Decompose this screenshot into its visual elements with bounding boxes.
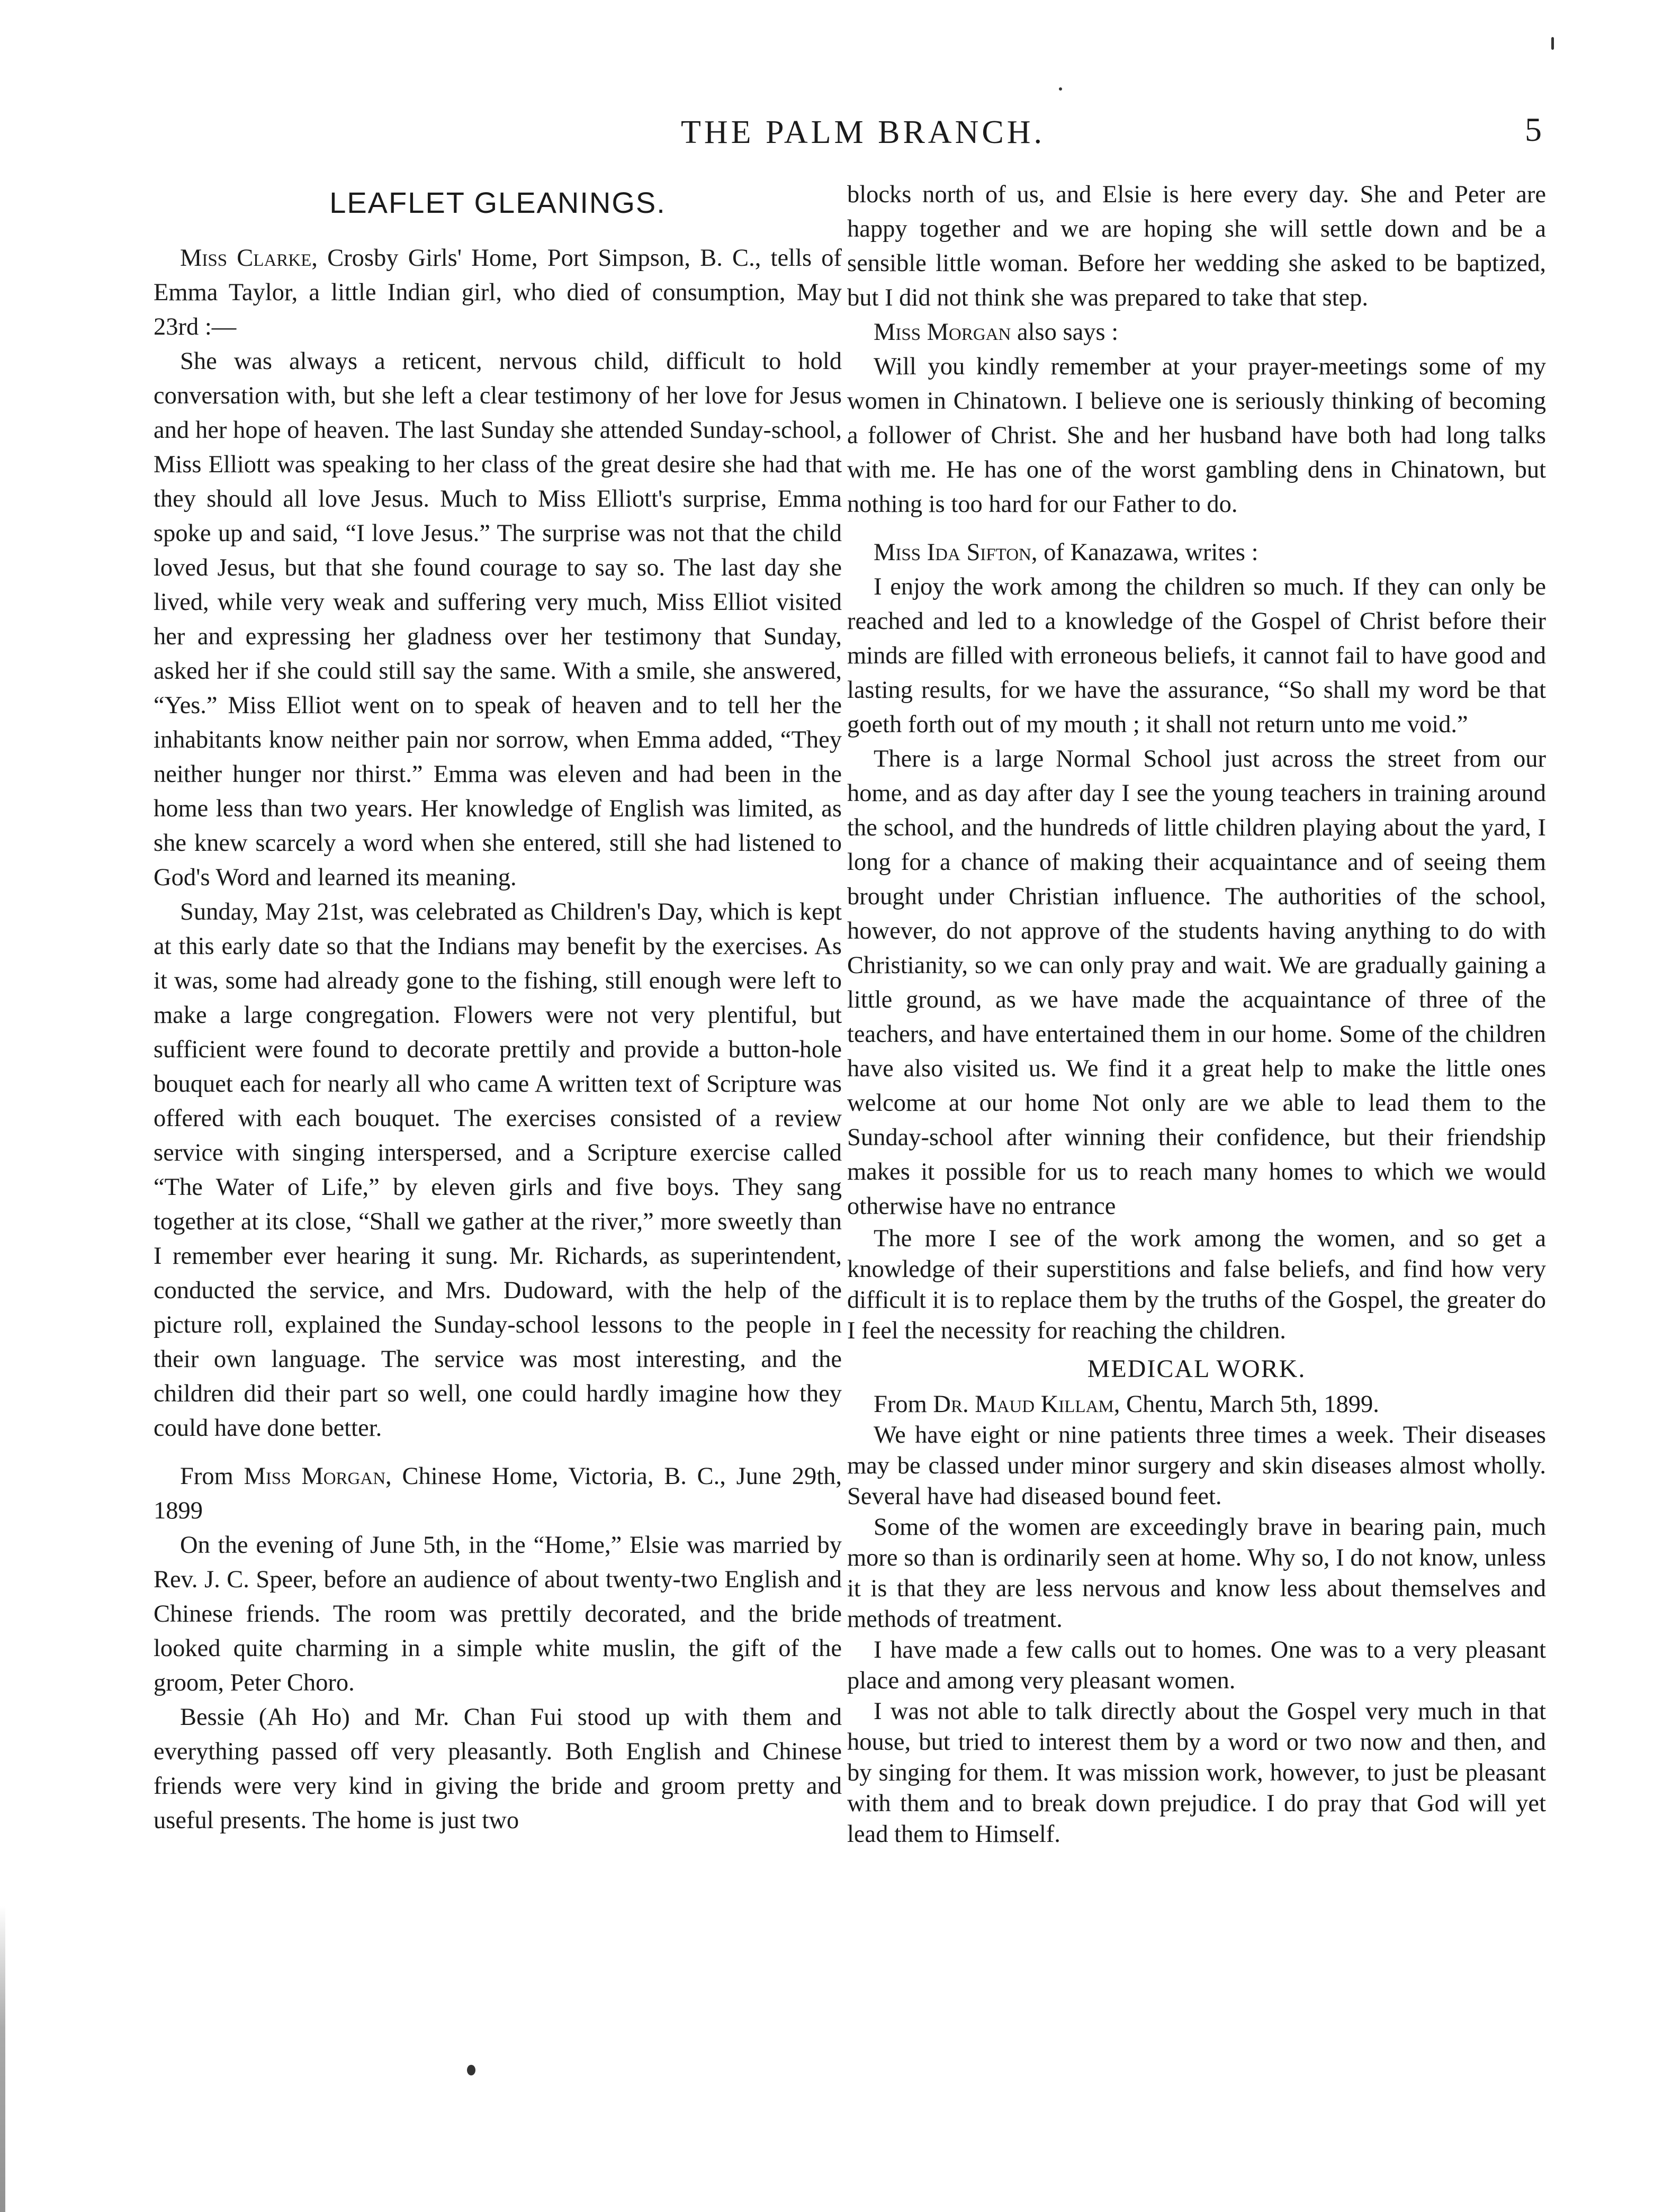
paragraph [847,535,1546,570]
person-name: Miss Clarke, [180,245,318,272]
paragraph: We have eight or nine patients three times a week. Their diseases may be classed under minor surgery and skin diseases almost wholly. Several have had diseased bound feet. [847,1422,1546,1510]
person-name: Miss Morgan [874,319,1011,346]
paragraph-text: Chentu, March 5th, 1899. [1120,1391,1379,1418]
paragraph-text: Chinese Home, Victoria, B. C., June 29th, 1899 [154,1463,842,1524]
ink-dot [1059,87,1062,91]
paragraph: I enjoy the work among the children so much. If they can only be reached and led to a knowledge of the Gospel of Christ before their minds are filled with erroneous beliefs, it cannot fail to have good and lasting results, for we have the assurance, “So shall my word be that goeth forth out of my mouth ; it shall not return unto me void.” [847,573,1546,738]
paragraph: blocks north of us, and Elsie is here every day. She and Peter are happy together and we are hoping she will settle down and be a sensible little woman. Before her wedding she asked to be baptized, but I did not think she was prepared to take that step. [847,181,1546,311]
page-header-title: THE PALM BRANCH. [681,114,1045,150]
subheading-medical-work: MEDICAL WORK. [1087,1355,1306,1383]
paragraph: Bessie (Ah Ho) and Mr. Chan Fui stood up with them and everything passed off very pleasantly. Both English and Chinese friends were very kind in giving the bride and groom pretty and useful presents. The home is just two [154,1704,842,1834]
paragraph: Will you kindly remember at your prayer-meetings some of my women in Chinatown. I believe one is seriously thinking of becoming a follower of Christ. She and her husband have both had long talks with me. He has one of the worst gambling dens in Chinatown, but nothing is too hard for our Father to do. [847,353,1546,518]
paragraph [154,241,842,344]
paragraph [847,1389,1546,1420]
paragraph: She was always a reticent, nervous child, difficult to hold conversation with, but she left a clear testimony of her love for Jesus and her hope of heaven. The last Sunday she attended Sunday-school, Miss Elliott was speaking to her class of the great desire she had that they should all love Jesus. Much to Miss Elliott's surprise, Emma spoke up and said, “I love Jesus.” The surprise was not that the child loved Jesus, but that she found courage to say so. The last day she lived, while very weak and suffering very much, Miss Elliot visited her and expressing her gladness over her testimony that Sunday, asked her if she could still say the same. With a smile, she answered, “Yes.” Miss Elliot went on to speak of heaven and to tell her the inhabitants know neither pain nor sorrow, when Emma added, “They neither hunger nor thirst.” Emma was eleven and had been in the home less than two years. Her knowledge of English was limited, as she knew scarcely a word when she entered, still she had listened to God's Word and learned its meaning. [154,348,842,891]
page-number: 5 [1525,111,1542,148]
ink-dot [467,2065,475,2075]
scan-edge-shadow [0,1906,5,2212]
paragraph: On the evening of June 5th, in the “Home,” Elsie was married by Rev. J. C. Speer, before an audience of about twenty-two English and Chinese friends. The room was prettily decorated, and the bride looked quite charming in a simple white muslin, the gift of the groom, Peter Choro. [154,1532,842,1696]
section-title-text: LEAFLET GLEANINGS. [329,186,666,219]
tight-block [847,1224,1546,1850]
paragraph: The more I see of the work among the women, and so get a knowledge of their superstitions and false beliefs, and find how very difficult it is to replace them by the truths of the Gospel, the greater do I feel the necessity for reaching the children. [847,1225,1546,1344]
paragraph-text: also says : [1011,319,1119,346]
person-name: Dr. Maud Killam, [933,1391,1120,1418]
paragraph: Some of the women are exceedingly brave in bearing pain, much more so than is ordinarily seen at home. Why so, I do not know, unless it is that they are less nervous and know less about themselves and methods of treatment. [847,1514,1546,1633]
paragraph [154,1459,842,1528]
paragraph-text: From [180,1463,244,1490]
paragraph: Sunday, May 21st, was celebrated as Children's Day, which is kept at this early date so that the Indians may benefit by the exercises. As it was, some had already gone to the fishing, still enough were left to make a large congregation. Flowers were not very plentiful, but sufficient were found to decorate prettily and provide a button-hole bouquet each for nearly all who came A written text of Scripture was offered with each bouquet. The exercises consisted of a review service with singing interspersed, and a Scripture exercise called “The Water of Life,” by eleven girls and five boys. They sang together at its close, “Shall we gather at the river,” more sweetly than I remember ever hearing it sung. Mr. Richards, as superintendent, conducted the service, and Mrs. Dudoward, with the help of the picture roll, explained the Sunday-school lessons to the people in their own language. The service was most interesting, and the children did their part so well, one could hardly imagine how they could have done better. [154,898,842,1442]
paragraph-text: of Kanazawa, writes : [1037,539,1259,566]
left-column [154,175,842,1838]
person-name: Miss Ida Sifton, [874,539,1038,566]
paragraph [847,315,1546,349]
paragraph: I was not able to talk directly about the Gospel very much in that house, but tried to interest them by a word or two now and then, and by singing for them. It was mission work, however, to just be pleasant with them and to break down prejudice. I do pray that God will yet lead them to Himself. [847,1698,1546,1848]
paragraph-text: From [874,1391,933,1418]
paragraph: There is a large Normal School just across the street from our home, and as day after day I see the young teachers in training around the school, and the hundreds of little children playing about the yard, I long for a chance of making their acquaintance and of seeing them brought under Christian influence. The authorities of the school, however, do not approve of the students having anything to do with Christianity, so we can only pray and wait. We are gradually gaining a little ground, as we have made the acquaintance of three of the teachers, and have entertained them in our home. Some of the children have also visited us. We find it a great help to make the little ones welcome at our home Not only are we able to lead them to the Sunday-school after winning their confidence, but their friendship makes it possible for us to reach many homes to which we would otherwise have no entrance [847,745,1546,1220]
paragraph: I have made a few calls out to homes. One was to a very pleasant place and among very pleasant women. [847,1636,1546,1694]
person-name: Miss Morgan, [244,1463,392,1490]
section-title [154,185,842,220]
ink-dot [1551,37,1554,50]
paragraph-text: Crosby Girls' Home, Port Simpson, B. C., tells of Emma Taylor, a little Indian girl, who died of consumption, May 23rd :— [154,245,842,340]
right-column [847,177,1546,1850]
